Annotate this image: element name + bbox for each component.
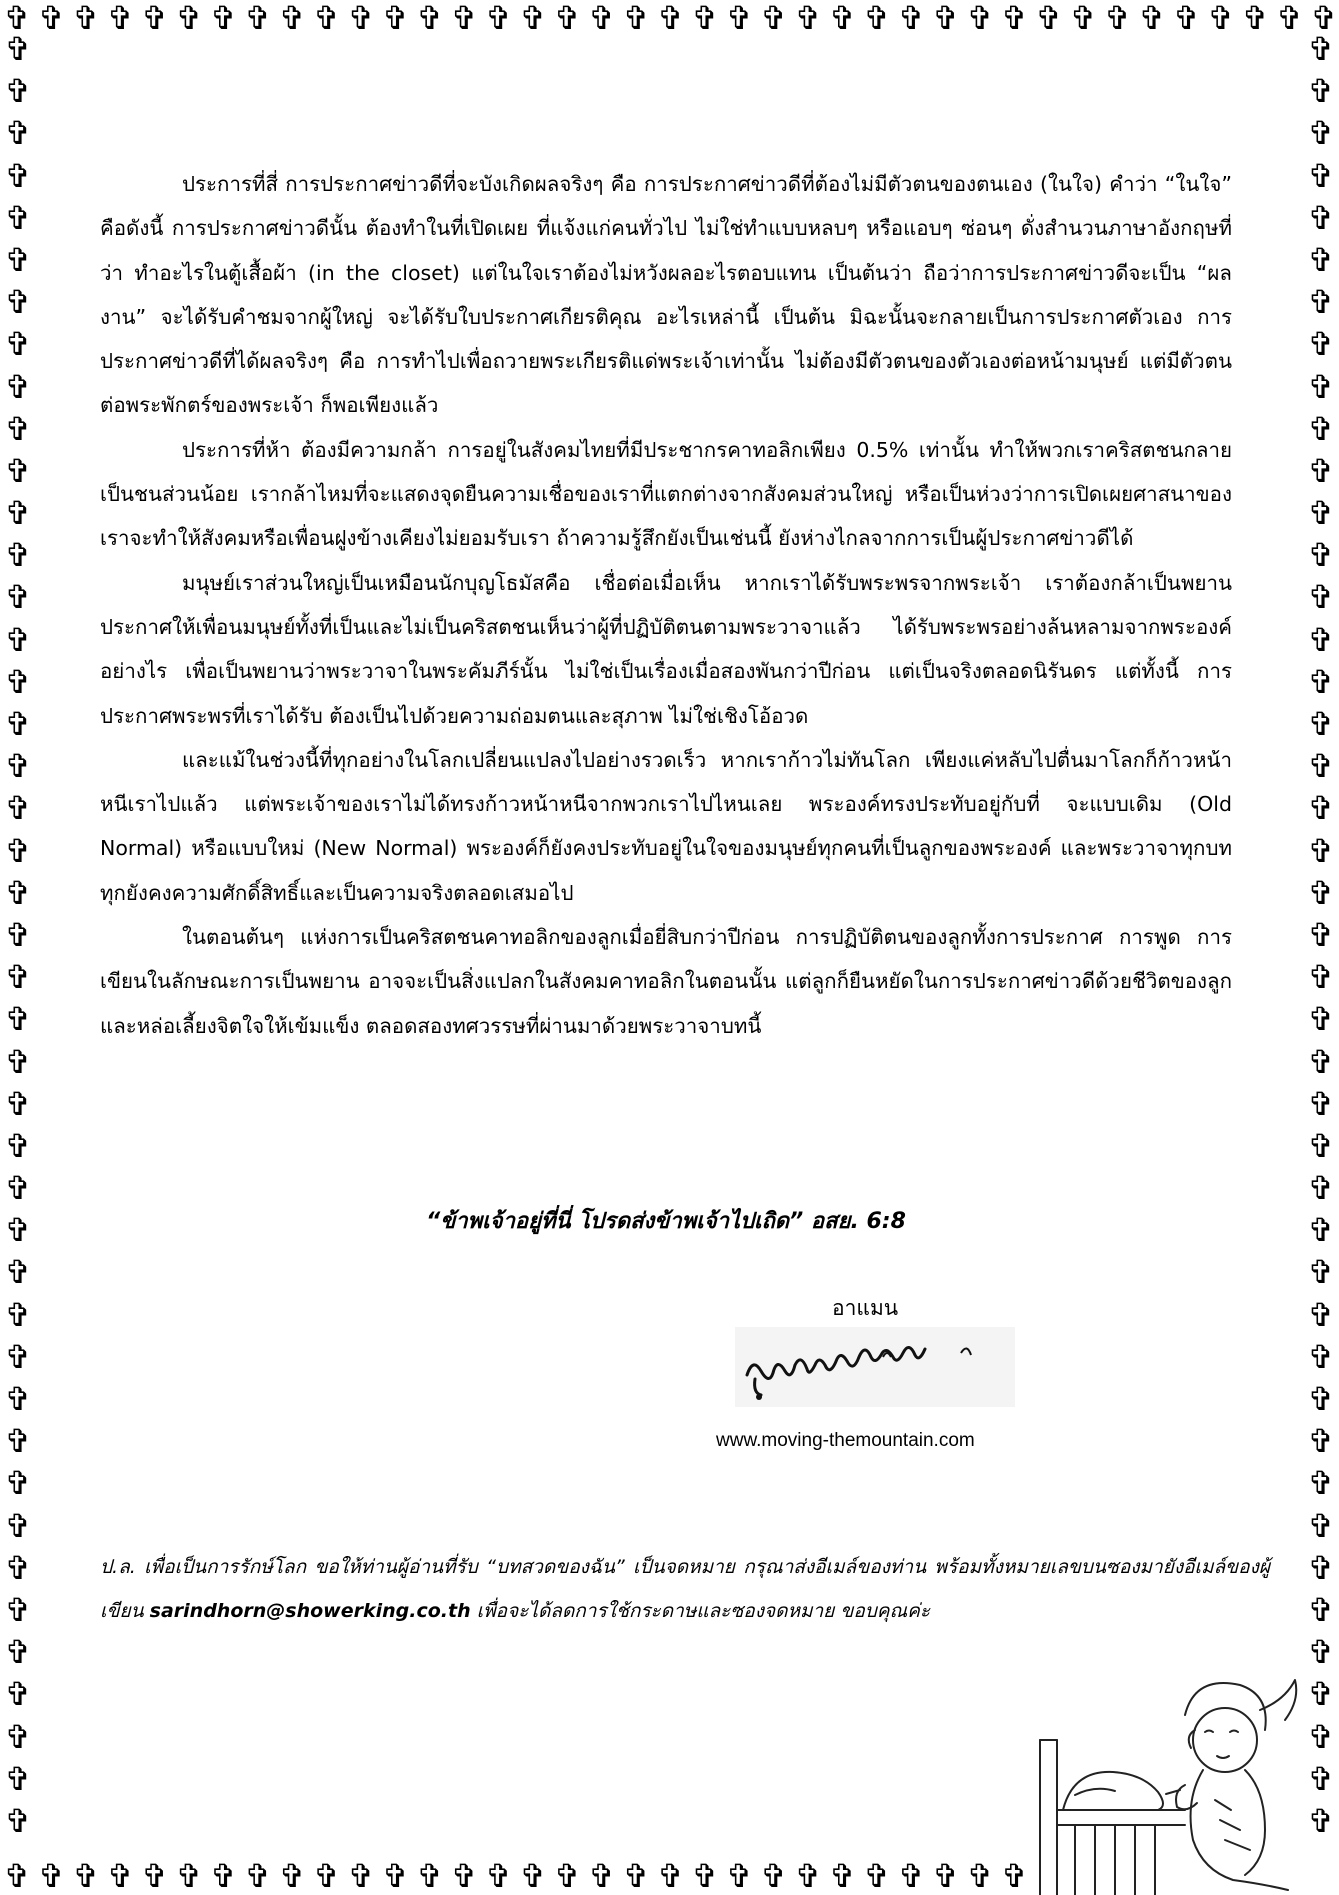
praying-child-illustration xyxy=(1035,1660,1305,1895)
cross-icon: ✞ xyxy=(1035,0,1063,36)
cross-icon: ✞ xyxy=(4,536,32,575)
cross-icon: ✞ xyxy=(4,1169,32,1208)
cross-icon: ✞ xyxy=(38,0,65,36)
cross-icon: ✞ xyxy=(760,0,788,36)
cross-icon: ✞ xyxy=(4,409,32,448)
author-email[interactable]: sarindhorn@showerking.co.th xyxy=(149,1600,471,1622)
cross-icon: ✞ xyxy=(4,1337,32,1376)
cross-icon: ✞ xyxy=(141,0,169,36)
cross-icon: ✞ xyxy=(1001,1858,1028,1894)
cross-icon: ✞ xyxy=(175,0,203,36)
cross-icon: ✞ xyxy=(863,0,891,36)
cross-icon: ✞ xyxy=(4,494,32,533)
cross-icon: ✞ xyxy=(1307,1295,1335,1334)
cross-icon: ✞ xyxy=(519,1858,547,1894)
cross-icon: ✞ xyxy=(657,1858,685,1894)
cross-icon: ✞ xyxy=(210,1858,237,1894)
cross-icon: ✞ xyxy=(106,0,134,36)
paragraph-4: และแม้ในช่วงนี้ที่ทุกอย่างในโลกเปลี่ยนแปลงไปอย่างรวดเร็ว หากเราก้าวไม่ทันโลก เพียงแค่หลับไปตื่นมาโลกก็ก้าวหน้าหนีเราไปแล้ว แต่พระเจ้าของเราไม่ได้ทรงก้าวหน้าหนีจากพวกเราไปไหนเลย พระองค์ทรงประทับอยู่กับที่ จะแบบเดิม (Old Normal) หรือแบบใหม่ (New Normal) พระองค์ก็ยังคงประทับอยู่ในใจของมนุษย์ทุกคนที่เป็นลูกของพระองค์ และพระวาจาทุกบททุกยังคงความศักดิ์สิทธิ์และเป็นความจริงตลอดเสมอไป xyxy=(100,747,1232,905)
cross-icon: ✞ xyxy=(1307,1380,1335,1418)
cross-icon: ✞ xyxy=(1307,578,1335,617)
cross-icon: ✞ xyxy=(347,1858,375,1894)
cross-icon: ✞ xyxy=(622,0,650,36)
handwritten-signature xyxy=(735,1327,1015,1407)
cross-icon: ✞ xyxy=(1307,156,1335,195)
cross-icon: ✞ xyxy=(4,1759,32,1798)
cross-icon: ✞ xyxy=(1307,30,1335,68)
cross-icon: ✞ xyxy=(1307,620,1335,659)
cross-icon: ✞ xyxy=(657,0,685,36)
postscript xyxy=(100,1545,1270,1633)
cross-icon: ✞ xyxy=(4,620,32,659)
cross-icon: ✞ xyxy=(1307,705,1335,743)
cross-icon: ✞ xyxy=(382,1858,409,1894)
cross-icon: ✞ xyxy=(4,198,32,237)
cross-icon: ✞ xyxy=(588,0,616,36)
cross-icon: ✞ xyxy=(1069,0,1097,36)
cross-icon: ✞ xyxy=(725,0,753,36)
cross-icon: ✞ xyxy=(485,1858,513,1894)
website-link[interactable]: www.moving-themountain.com xyxy=(716,1430,975,1451)
cross-icon: ✞ xyxy=(3,1858,31,1894)
cross-icon: ✞ xyxy=(450,0,478,36)
cross-icon: ✞ xyxy=(1307,747,1335,786)
cross-icon: ✞ xyxy=(1307,1084,1335,1123)
cross-icon: ✞ xyxy=(4,1548,32,1587)
cross-icon: ✞ xyxy=(4,1042,32,1081)
cross-icon: ✞ xyxy=(519,0,547,36)
cross-icon: ✞ xyxy=(794,1858,822,1894)
cross-icon: ✞ xyxy=(622,1858,650,1894)
cross-icon: ✞ xyxy=(4,1253,32,1292)
cross-icon: ✞ xyxy=(554,0,581,36)
cross-icon: ✞ xyxy=(4,30,32,68)
cross-icon: ✞ xyxy=(4,1422,32,1461)
cross-icon: ✞ xyxy=(1307,1506,1335,1545)
cross-icon: ✞ xyxy=(4,1590,32,1629)
cross-icon: ✞ xyxy=(829,1858,856,1894)
cross-icon: ✞ xyxy=(1307,72,1335,111)
cross-icon: ✞ xyxy=(932,0,960,36)
cross-icon: ✞ xyxy=(4,1380,32,1418)
cross-icon: ✞ xyxy=(4,1000,32,1039)
cross-icon: ✞ xyxy=(4,1084,32,1123)
cross-icon: ✞ xyxy=(4,451,32,490)
cross-icon: ✞ xyxy=(760,1858,788,1894)
cross-icon: ✞ xyxy=(4,958,32,997)
cross-icon: ✞ xyxy=(1307,494,1335,533)
cross-icon: ✞ xyxy=(1307,367,1335,406)
cross-icon: ✞ xyxy=(4,747,32,786)
cross-icon: ✞ xyxy=(1307,1211,1335,1250)
cross-border-top xyxy=(0,0,1339,36)
cross-icon: ✞ xyxy=(4,367,32,406)
cross-icon: ✞ xyxy=(4,1633,32,1672)
cross-icon: ✞ xyxy=(4,1295,32,1334)
cross-icon: ✞ xyxy=(1307,1717,1335,1756)
cross-icon: ✞ xyxy=(1307,451,1335,490)
cross-icon: ✞ xyxy=(244,0,272,36)
cross-icon: ✞ xyxy=(897,1858,925,1894)
cross-icon: ✞ xyxy=(725,1858,753,1894)
cross-icon: ✞ xyxy=(347,0,375,36)
cross-icon: ✞ xyxy=(4,873,32,912)
cross-icon: ✞ xyxy=(1307,1169,1335,1208)
cross-icon: ✞ xyxy=(4,1126,32,1165)
cross-icon: ✞ xyxy=(1173,0,1200,36)
cross-icon: ✞ xyxy=(966,1858,994,1894)
cross-icon: ✞ xyxy=(4,156,32,195)
cross-icon: ✞ xyxy=(4,72,32,111)
cross-icon: ✞ xyxy=(554,1858,581,1894)
cross-icon: ✞ xyxy=(38,1858,65,1894)
cross-icon: ✞ xyxy=(1138,0,1166,36)
cross-icon: ✞ xyxy=(4,789,32,828)
paragraph-3: มนุษย์เราส่วนใหญ่เป็นเหมือนนักบุญโธมัสคือ เชื่อต่อเมื่อเห็น หากเราได้รับพระพรจากพระเจ้า เราต้องกล้าเป็นพยานประกาศให้เพื่อนมนุษย์ทั้งที่เป็นและไม่เป็นคริสตชนเห็นว่าผู้ที่ปฏิบัติตนตามพระวาจาแล้ว ได้รับพระพรอย่างล้นหลามจากพระองค์อย่างไร เพื่อเป็นพยานว่าพระวาจาในพระคัมภีร์นั้น ไม่ใช่เป็นเรื่องเมื่อสองพันกว่าปีก่อน แต่เป็นจริงตลอดนิรันดร แต่ทั้งนี้ การประกาศพระพรที่เราได้รับ ต้องเป็นไปด้วยความถ่อมตนและสุภาพ ไม่ใช่เชิงโอ้อวด xyxy=(100,570,1232,728)
cross-icon: ✞ xyxy=(4,1801,32,1840)
cross-icon: ✞ xyxy=(244,1858,272,1894)
cross-icon: ✞ xyxy=(1307,1253,1335,1292)
cross-icon: ✞ xyxy=(1307,915,1335,954)
cross-icon: ✞ xyxy=(4,831,32,870)
letter-body xyxy=(100,162,1232,1048)
cross-icon: ✞ xyxy=(1307,240,1335,279)
cross-icon: ✞ xyxy=(4,240,32,279)
cross-icon: ✞ xyxy=(1307,536,1335,575)
cross-icon: ✞ xyxy=(1241,0,1269,36)
cross-icon: ✞ xyxy=(4,1675,32,1714)
cross-icon: ✞ xyxy=(1307,1422,1335,1461)
cross-icon: ✞ xyxy=(1307,1126,1335,1165)
cross-icon: ✞ xyxy=(1307,1633,1335,1672)
cross-icon: ✞ xyxy=(1307,1759,1335,1798)
cross-icon: ✞ xyxy=(691,0,719,36)
cross-icon: ✞ xyxy=(175,1858,203,1894)
cross-icon: ✞ xyxy=(4,705,32,743)
cross-icon: ✞ xyxy=(313,1858,341,1894)
cross-icon: ✞ xyxy=(4,1506,32,1545)
cross-icon: ✞ xyxy=(1001,0,1028,36)
cross-icon: ✞ xyxy=(897,0,925,36)
cross-icon: ✞ xyxy=(1307,283,1335,322)
cross-icon: ✞ xyxy=(416,1858,444,1894)
cross-icon: ✞ xyxy=(106,1858,134,1894)
cross-icon: ✞ xyxy=(794,0,822,36)
cross-icon: ✞ xyxy=(1307,198,1335,237)
cross-icon: ✞ xyxy=(1307,325,1335,364)
cross-icon: ✞ xyxy=(1307,1548,1335,1587)
cross-icon: ✞ xyxy=(1307,831,1335,870)
cross-icon: ✞ xyxy=(278,1858,306,1894)
cross-icon: ✞ xyxy=(4,662,32,701)
cross-icon: ✞ xyxy=(4,578,32,617)
cross-icon: ✞ xyxy=(4,1211,32,1250)
cross-icon: ✞ xyxy=(3,0,31,36)
cross-border-left xyxy=(0,28,36,1858)
cross-icon: ✞ xyxy=(382,0,409,36)
cross-border-bottom xyxy=(0,1858,1040,1894)
paragraph-1: ประการที่สี่ การประกาศข่าวดีที่จะบังเกิดผลจริงๆ คือ การประกาศข่าวดีที่ต้องไม่มีตัวตนของตนเอง (ในใจ) คำว่า “ในใจ” คือดังนี้ การประกาศข่าวดีนั้น ต้องทำในที่เปิดเผย ที่แจ้งแก่คนทั่วไป ไม่ใช่ทำแบบหลบๆ หรือแอบๆ ซ่อนๆ ดั่งสำนวนภาษาอังกฤษที่ว่า ทำอะไรในตู้เสื้อผ้า (in the closet) แต่ในใจเราต้องไม่หวังผลอะไรตอบแทน เป็นต้นว่า ถือว่าการประกาศข่าวดีจะเป็น “ผลงาน” จะได้รับคำชมจากผู้ใหญ่ จะได้รับใบประกาศเกียรติคุณ อะไรเหล่านี้ เป็นต้น มิฉะนั้นจะกลายเป็นการประกาศตัวเอง การประกาศข่าวดีที่ได้ผลจริงๆ คือ การทำไปเพื่อถวายพระเกียรติแด่พระเจ้าเท่านั้น ไม่ต้องมีตัวตนของตัวเองต่อหน้ามนุษย์ แต่มีตัวตนต่อพระพักตร์ของพระเจ้า ก็พอเพียงแล้ว xyxy=(100,172,1232,418)
cross-icon: ✞ xyxy=(141,1858,169,1894)
cross-icon: ✞ xyxy=(1104,0,1132,36)
cross-icon: ✞ xyxy=(966,0,994,36)
cross-icon: ✞ xyxy=(416,0,444,36)
paragraph-2: ประการที่ห้า ต้องมีความกล้า การอยู่ในสังคมไทยที่มีประชากรคาทอลิกเพียง 0.5% เท่านั้น ทำให้พวกเราคริสตชนกลายเป็นชนส่วนน้อย เรากล้าไหมที่จะแสดงจุดยืนความเชื่อของเราที่แตกต่างจากสังคมส่วนใหญ่ หรือเป็นห่วงว่าการเปิดเผยศาสนาของเราจะทำให้สังคมหรือเพื่อนฝูงข้างเคียงไม่ยอมรับเรา ถ้าความรู้สึกยังเป็นเช่นนี้ ยังห่างไกลจากการเป็นผู้ประกาศข่าวดีได้ xyxy=(100,437,1232,551)
cross-icon: ✞ xyxy=(829,0,856,36)
cross-icon: ✞ xyxy=(1276,0,1304,36)
cross-icon: ✞ xyxy=(1307,114,1335,153)
cross-icon: ✞ xyxy=(932,1858,960,1894)
amen-text: อาแมน xyxy=(832,1296,899,1320)
cross-icon: ✞ xyxy=(691,1858,719,1894)
cross-icon: ✞ xyxy=(1307,958,1335,997)
postscript-text-end: เพื่อจะได้ลดการใช้กระดาษและซองจดหมาย ขอบคุณค่ะ xyxy=(470,1600,931,1622)
cross-icon: ✞ xyxy=(1307,1590,1335,1629)
cross-icon: ✞ xyxy=(485,0,513,36)
cross-icon: ✞ xyxy=(4,1717,32,1756)
cross-icon: ✞ xyxy=(1307,789,1335,828)
cross-icon: ✞ xyxy=(4,325,32,364)
cross-icon: ✞ xyxy=(4,283,32,322)
postscript-text: ป.ล. เพื่อเป็นการรักษ์โลก ขอให้ท่านผู้อ่านที่รับ “บทสวดของฉัน” เป็นจดหมาย กรุณาส่งอีเมล์ของท่าน พร้อมทั้งหมายเลขบนซองมายังอีเมล์ของผู้เขียน xyxy=(100,1556,1270,1622)
cross-icon: ✞ xyxy=(278,0,306,36)
cross-icon: ✞ xyxy=(1307,1675,1335,1714)
paragraph-5: ในตอนต้นๆ แห่งการเป็นคริสตชนคาทอลิกของลูกเมื่อยี่สิบกว่าปีก่อน การปฏิบัติตนของลูกทั้งการประกาศ การพูด การเขียนในลักษณะการเป็นพยาน อาจจะเป็นสิ่งแปลกในสังคมคาทอลิกในตอนนั้น แต่ลูกก็ยืนหยัดในการประกาศข่าวดีด้วยชีวิตของลูกและหล่อเลี้ยงจิตใจให้เข้มแข็ง ตลอดสองทศวรรษที่ผ่านมาด้วยพระวาจาบทนี้ xyxy=(100,925,1232,1038)
cross-icon: ✞ xyxy=(1307,409,1335,448)
cross-border-right xyxy=(1303,28,1339,1858)
scripture-quote: “ข้าพเจ้าอยู่ที่นี่ โปรดส่งข้าพเจ้าไปเถิด” อสย. 6:8 xyxy=(426,1209,906,1234)
cross-icon: ✞ xyxy=(4,915,32,954)
cross-icon: ✞ xyxy=(72,1858,100,1894)
cross-icon: ✞ xyxy=(1310,0,1338,36)
cross-icon: ✞ xyxy=(1307,873,1335,912)
cross-icon: ✞ xyxy=(450,1858,478,1894)
cross-icon: ✞ xyxy=(4,1464,32,1503)
cross-icon: ✞ xyxy=(4,114,32,153)
cross-icon: ✞ xyxy=(1307,1801,1335,1840)
cross-icon: ✞ xyxy=(210,0,237,36)
cross-icon: ✞ xyxy=(1307,1464,1335,1503)
cross-icon: ✞ xyxy=(863,1858,891,1894)
cross-icon: ✞ xyxy=(1307,1337,1335,1376)
cross-icon: ✞ xyxy=(72,0,100,36)
cross-icon: ✞ xyxy=(313,0,341,36)
cross-icon: ✞ xyxy=(588,1858,616,1894)
cross-icon: ✞ xyxy=(1207,0,1235,36)
cross-icon: ✞ xyxy=(1307,662,1335,701)
cross-icon: ✞ xyxy=(1307,1042,1335,1081)
cross-icon: ✞ xyxy=(1307,1000,1335,1039)
